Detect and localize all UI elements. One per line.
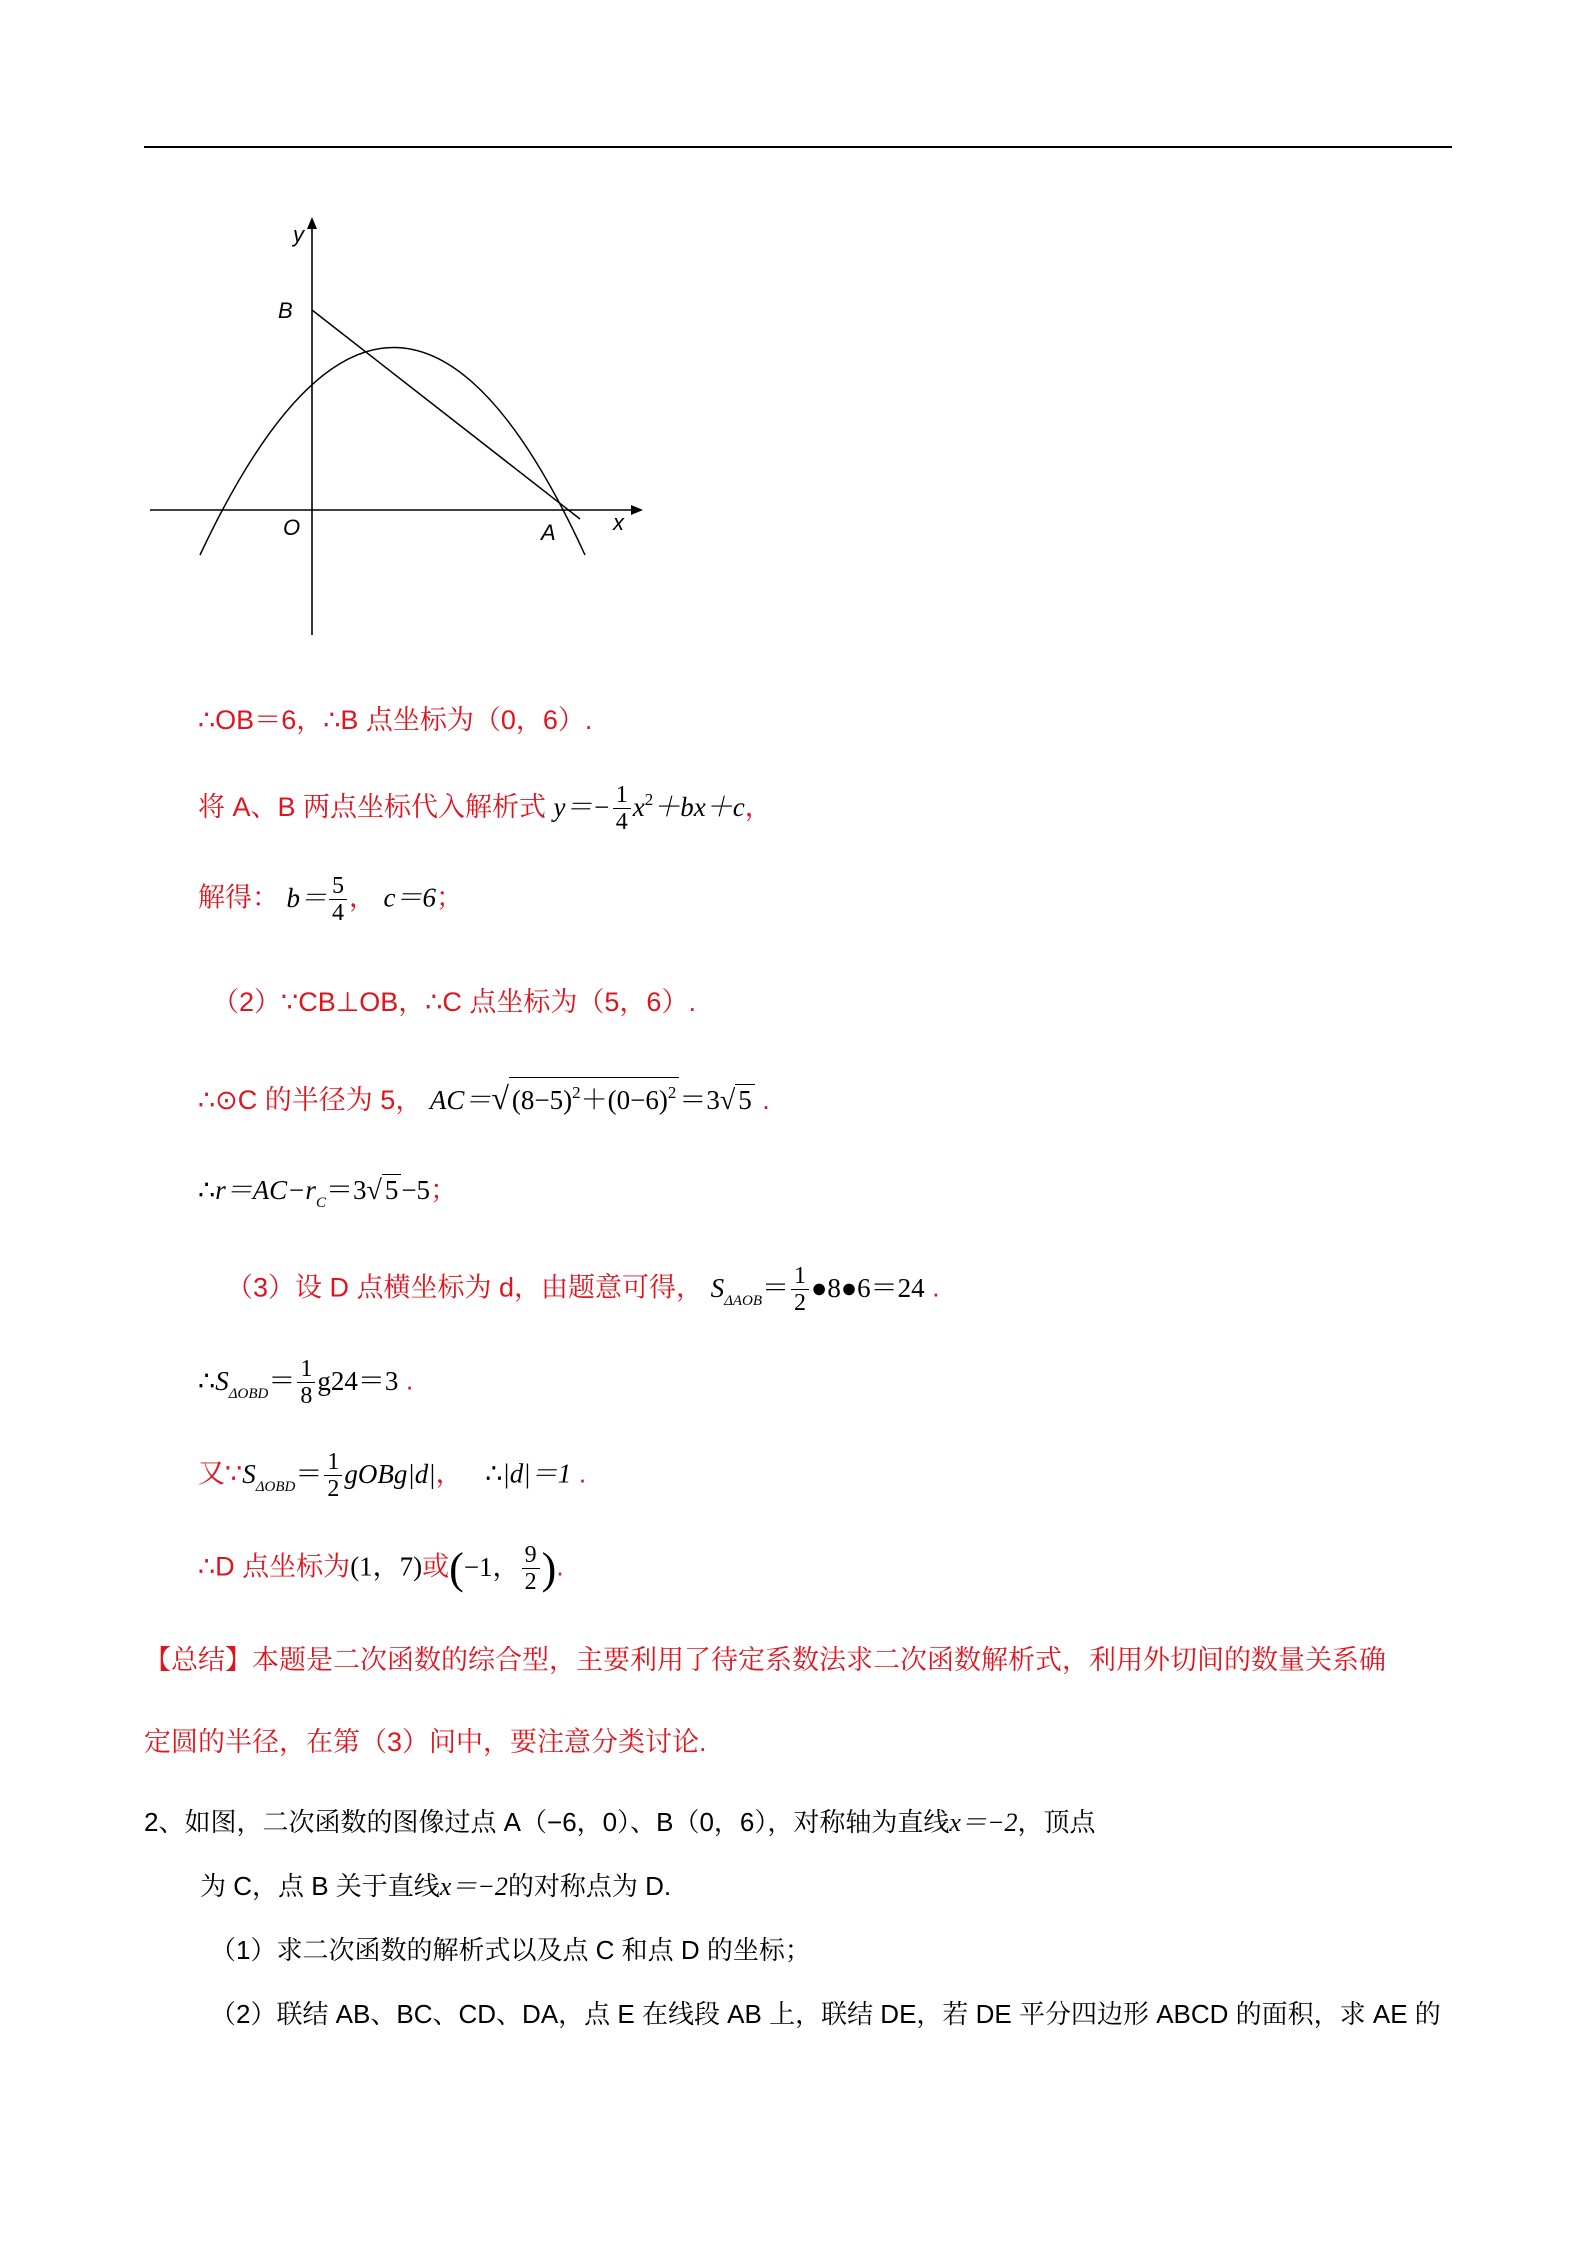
problem2-line-1: [144, 1802, 1096, 1843]
math: b＝: [286, 882, 328, 913]
point-o-label: O: [283, 515, 301, 540]
radical: 5: [382, 1174, 402, 1205]
math: ＝3: [679, 1085, 720, 1115]
text: ∴⊙C 的半径为 5，: [198, 1085, 423, 1115]
text: 的对称点为 D.: [507, 1871, 672, 1901]
fraction: $\frac{9}{2}$: [522, 1542, 540, 1595]
fraction: $\frac{1}{4}$: [613, 782, 631, 835]
figure-svg: [145, 215, 645, 645]
y-axis-arrow-icon: [307, 217, 317, 229]
x-axis-label: x: [613, 510, 624, 535]
math: ∴: [198, 1365, 216, 1396]
solution-line-8: [198, 1356, 413, 1414]
parabola-figure: [145, 215, 645, 645]
math: x＝−2: [439, 1872, 508, 1901]
math: ＝: [762, 1272, 790, 1303]
fraction: $\frac{1}{2}$: [324, 1449, 342, 1502]
problem2-question-1: （1）求二次函数的解析式以及点 C 和点 D 的坐标；: [210, 1935, 811, 1965]
text: 又∵: [198, 1458, 243, 1489]
text: 解得：: [198, 882, 279, 913]
text: ，: [349, 882, 377, 913]
math: S: [215, 1365, 229, 1396]
parabola-curve: [200, 348, 585, 556]
text: ∴D 点坐标为: [198, 1551, 351, 1582]
text: 或: [422, 1551, 450, 1582]
math: ∴: [198, 1175, 216, 1205]
text: （2）∵CB⊥OB，∴C 点坐标为（5，6）.: [212, 987, 696, 1017]
text: ，: [744, 792, 772, 822]
math: ＝: [268, 1365, 296, 1396]
math: S: [710, 1272, 725, 1303]
math: y＝−: [553, 792, 611, 822]
math: ＝3: [325, 1175, 367, 1205]
math: ＋bx＋c: [653, 792, 745, 822]
summary-line-1: 【总结】本题是二次函数的综合型，主要利用了待定系数法求二次函数解析式，利用外切间的数量关系确: [144, 1645, 1386, 1675]
text: .: [571, 1458, 587, 1489]
solution-line-1: [198, 700, 592, 740]
text: .: [924, 1272, 940, 1303]
text: 将 A、B 两点坐标代入解析式: [198, 792, 547, 822]
math: S: [242, 1458, 256, 1489]
text: 为 C，点 B 关于直线: [200, 1871, 440, 1901]
math: −1，: [463, 1551, 520, 1582]
math: ∴: [485, 1458, 503, 1489]
solution-line-7: [226, 1263, 940, 1321]
math: |d|＝1: [502, 1458, 572, 1489]
text: （3）设 D 点横坐标为 d，由题意可得，: [226, 1272, 704, 1303]
header-rule: [144, 146, 1452, 148]
y-axis-label: y: [293, 222, 304, 247]
subscript: ΔAOB: [724, 1292, 763, 1309]
radical: $(8-5)^2+(0-6)^2$: [509, 1077, 679, 1115]
problem2-line-2: [200, 1866, 671, 1907]
solution-line-3: [198, 873, 463, 926]
text: ∴OB＝6，∴B 点坐标为（0，6）.: [198, 705, 593, 735]
math: ＝: [295, 1458, 323, 1489]
exponent: 2: [644, 790, 654, 809]
solution-line-2: [198, 780, 772, 835]
point-b-label: B: [278, 298, 293, 323]
text: .: [754, 1085, 770, 1115]
solution-line-4: [212, 982, 696, 1022]
line-ba: [312, 310, 580, 519]
math: −5: [401, 1175, 431, 1205]
point-a-label: A: [541, 520, 556, 545]
solution-line-9: [198, 1449, 586, 1507]
fraction: $\frac{1}{2}$: [791, 1263, 809, 1316]
text: ，顶点: [1017, 1807, 1096, 1837]
text: 2、如图，二次函数的图像过点 A（−6，0）、B（0，6），对称轴为直线: [144, 1807, 950, 1837]
math: x: [632, 792, 645, 822]
math: g24＝3: [317, 1365, 399, 1396]
fraction: $\frac{5}{4}$: [329, 873, 347, 926]
solution-line-5: ∴⊙C 的半径为 5， AC＝√ $(8-5)^2+(0-6)^2 =3√$ 5 .: [198, 1077, 770, 1121]
fraction: $\frac{1}{8}$: [297, 1356, 315, 1409]
problem2-question-2: （2）联结 AB、BC、CD、DA，点 E 在线段 AB 上，联结 DE，若 DE 平分四边形 ABCD 的面积，求 AE 的: [210, 1999, 1441, 2029]
text: ，: [435, 1458, 463, 1489]
text: ；: [436, 882, 464, 913]
subscript: C: [315, 1195, 326, 1211]
solution-line-6: $\therefore r=AC-r_C=3√$ 5 −5；: [198, 1175, 458, 1211]
text: .: [556, 1551, 564, 1582]
x-axis-arrow-icon: [631, 505, 643, 515]
radical: 5: [735, 1084, 755, 1115]
math: gOBg|d|: [344, 1458, 436, 1489]
text: ；: [430, 1175, 458, 1205]
summary-line-2: 定圆的半径，在第（3）问中，要注意分类讨论.: [144, 1727, 707, 1757]
math: (1，7): [350, 1551, 423, 1582]
solution-line-10: ∴D 点坐标为(1，7)或(−1， $\frac{9}{2}$ ).: [198, 1542, 564, 1595]
text: .: [398, 1365, 414, 1396]
math: ●8●6＝24: [811, 1272, 925, 1303]
math: x＝−2: [949, 1808, 1018, 1837]
subscript: ΔOBD: [228, 1385, 269, 1402]
subscript: ΔOBD: [255, 1478, 296, 1495]
math: c＝6: [383, 882, 437, 913]
math: r＝AC−r: [215, 1175, 316, 1205]
math: AC＝: [429, 1085, 492, 1115]
